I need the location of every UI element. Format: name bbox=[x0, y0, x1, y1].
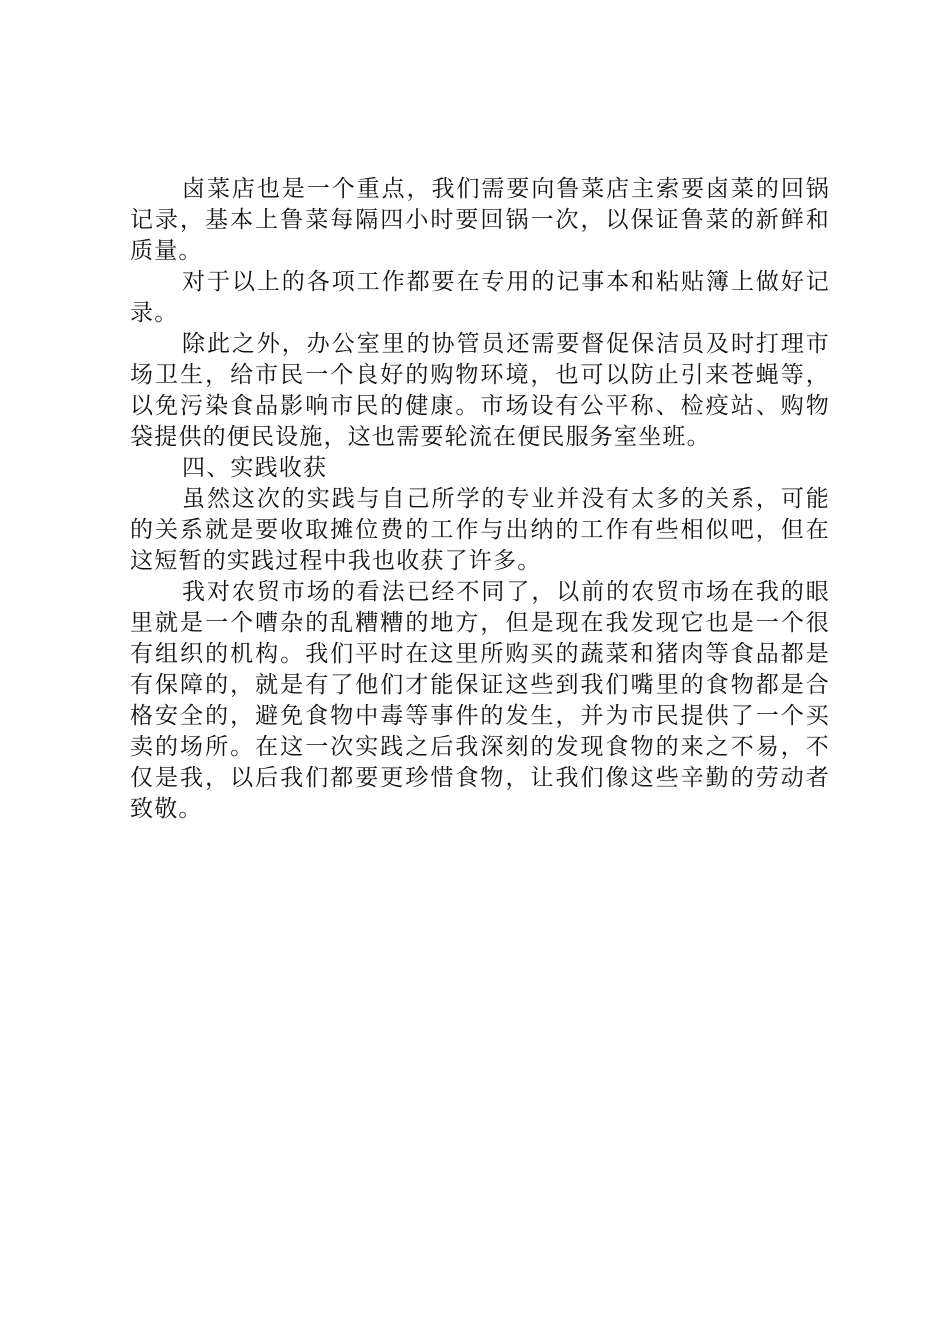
paragraph-practice-relation: 虽然这次的实践与自己所学的专业并没有太多的关系，可能的关系就是要收取摊位费的工作与出纳的工作有些相似吧，但在这短暂的实践过程中我也收获了许多。 bbox=[130, 486, 830, 574]
paragraph-record-keeping: 对于以上的各项工作都要在专用的记事本和粘贴簿上做好记录。 bbox=[130, 269, 830, 326]
document-body bbox=[130, 174, 830, 825]
section-heading-practice-gains: 四、实践收获 bbox=[182, 455, 328, 481]
paragraph-market-view: 我对农贸市场的看法已经不同了，以前的农贸市场在我的眼里就是一个嘈杂的乱糟糟的地方，但是现在我发现它也是一个很有组织的机构。我们平时在这里所购买的蔬菜和猪肉等食品都是有保障的，就是有了他们才能保证这些到我们嘴里的食物都是合格安全的，避免食物中毒等事件的发生，并为市民提供了一个买卖的场所。在这一次实践之后我深刻的发现食物的来之不易，不仅是我，以后我们都要更珍惜食物，让我们像这些辛勤的劳动者致敬。 bbox=[130, 579, 830, 822]
paragraph-braised-food-shop: 卤菜店也是一个重点，我们需要向鲁菜店主索要卤菜的回锅记录，基本上鲁菜每隔四小时要回锅一次，以保证鲁菜的新鲜和质量。 bbox=[130, 176, 830, 264]
paragraph-market-hygiene: 除此之外，办公室里的协管员还需要督促保洁员及时打理市场卫生，给市民一个良好的购物环境，也可以防止引来苍蝇等，以免污染食品影响市民的健康。市场设有公平称、检疫站、购物袋提供的便民设施，这也需要轮流在便民服务室坐班。 bbox=[130, 331, 830, 450]
